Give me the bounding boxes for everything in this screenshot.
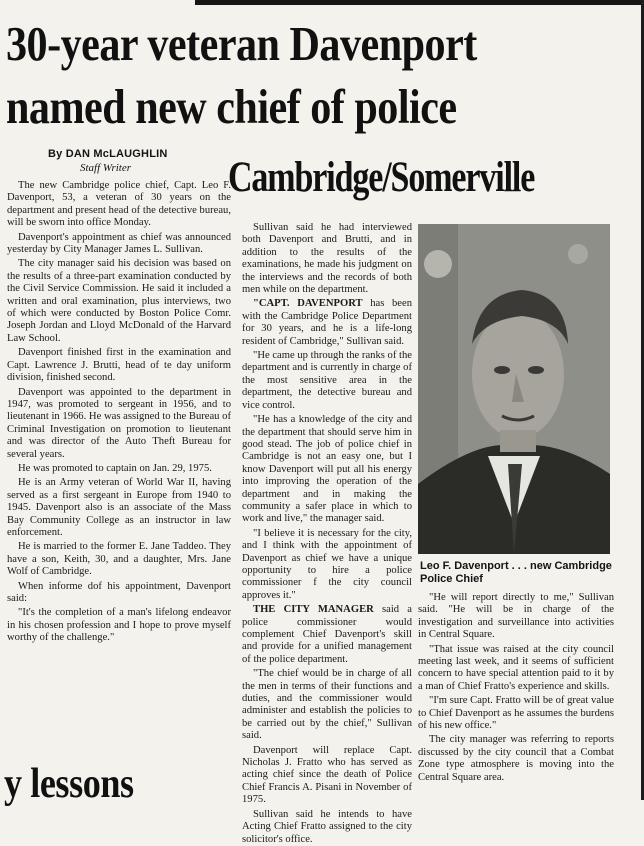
paragraph: Davenport was appointed to the department in 1947, was promoted to sergeant in 1956, and to lieutenant in 1966. He was assigned to the Bureau of Criminal Investigation on promotion to lieutenant and was director of the Auto Theft Bureau for several years. bbox=[7, 386, 231, 460]
paragraph: Davenport will replace Capt. Nicholas J. Fratto who has served as acting chief since the death of Police Chief Francis A. Pisani in November of 1975. bbox=[242, 744, 412, 806]
article-column-2 bbox=[242, 222, 412, 845]
paragraph: When informe dof his appointment, Davenport said: bbox=[7, 580, 231, 604]
paragraph: "CAPT. DAVENPORT has been with the Cambridge Police Department for 30 years, and he is a life-long resident of Cambridge," Sullivan said. bbox=[242, 298, 412, 347]
article-column-3 bbox=[418, 592, 614, 800]
paragraph: Sullivan said he had interviewed both Davenport and Brutti, and in addition to the results of the examinations, he made his judgment on the interviews and the records of both men while on the department. bbox=[242, 222, 412, 296]
byline: By DAN McLAUGHLIN bbox=[48, 148, 168, 160]
paragraph-lead: THE CITY MANAGER bbox=[253, 604, 374, 616]
next-headline-fragment: y lessons bbox=[4, 761, 134, 807]
article-column-1 bbox=[7, 180, 231, 758]
paragraph: The city manager said his decision was based on the results of a three-part examination conducted by the Civil Service Commission. He said it included a written and oral examination, plus interviews, two of which were conducted by Boston Police Comr. Joseph Jordan and Lloyd McDonald of the Harvard Law School. bbox=[7, 258, 231, 344]
paragraph: "It's the completion of a man's lifelong endeavor in his chosen profession and I hope to prove myself worthy of the challenge." bbox=[7, 607, 231, 644]
paragraph: "That issue was raised at the city council meeting last week, and it seems of sufficient concern to have special attention paid to it by a man of Chief Fratto's experience and skills. bbox=[418, 643, 614, 692]
paragraph: "The chief would be in charge of all the men in terms of their functions and duties, and the commissioner would administer and establish the policies to be carried out by the chief," Sullivan said. bbox=[242, 668, 412, 742]
paragraph: Davenport finished first in the examination and Capt. Lawrence J. Brutti, head of te day uniform division, finished second. bbox=[7, 347, 231, 384]
paragraph: The new Cambridge police chief, Capt. Leo F. Davenport, 53, a veteran of 30 years on the department and present head of the detective bureau, will be sworn into office Monday. bbox=[7, 180, 231, 229]
paragraph: THE CITY MANAGER said a police commissioner would complement Chief Davenport's skill and provide for a unified management of the police department. bbox=[242, 604, 412, 665]
headline-line-2: named new chief of police bbox=[6, 79, 457, 134]
paragraph-lead: "CAPT. DAVENPORT bbox=[253, 298, 363, 310]
portrait-photo bbox=[418, 224, 610, 554]
paragraph: "I'm sure Capt. Fratto will be of great value to Chief Davenport as he assumes the burdens of his new office." bbox=[418, 695, 614, 732]
paragraph: The city manager was referring to reports discussed by the city council that a Combat Zone type atmosphere is moving into the Central Square area. bbox=[418, 734, 614, 783]
portrait-illustration bbox=[418, 224, 610, 554]
paragraph: Davenport's appointment as chief was announced yesterday by City Manager James L. Sullivan. bbox=[7, 231, 231, 256]
paragraph: "He has a knowledge of the city and the department that should serve him in good stead. The job of police chief in Cambridge is not an easy one, but I know Davenport will put all his energy into improving the operation of the department and in making the community a safer place in which to work and live," the manager said. bbox=[242, 414, 412, 525]
top-rule bbox=[195, 0, 644, 5]
paragraph: He was promoted to captain on Jan. 29, 1975. bbox=[18, 462, 212, 474]
paragraph: "He will report directly to me," Sullivan said. "He will be in charge of the investigation and surveillance into activities in Central Square. bbox=[418, 592, 614, 641]
paragraph: He is married to the former E. Jane Taddeo. They have a son, Keith, 30, and a daughter, Mrs. Jane Wolf of Cambridge. bbox=[7, 541, 231, 578]
paragraph: Sullivan said he intends to have Acting Chief Fratto assigned to the city solicitor's office. bbox=[242, 808, 412, 845]
headline-line-1: 30-year veteran Davenport bbox=[6, 16, 477, 71]
photo-caption: Leo F. Davenport . . . new Cambridge Police Chief bbox=[420, 560, 612, 585]
paragraph: "He came up through the ranks of the department and is currently in charge of the most sensitive area in the department, the detective bureau and vice control. bbox=[242, 350, 412, 411]
paragraph: "I believe it is necessary for the city, and I think with the appointment of Davenport as chief we have a unique opportunity to hire a police commissioner f the city council approves it." bbox=[242, 527, 412, 601]
headline bbox=[6, 12, 539, 138]
section-title: Cambridge/Somerville bbox=[228, 154, 535, 201]
paragraph: He is an Army veteran of World War II, having served as a first sergeant in Europe from 1940 to 1945. Davenport also is an associate of the Mass Bay Community College as an instructor in law enforcement. bbox=[7, 477, 231, 538]
byline-role: Staff Writer bbox=[80, 162, 132, 174]
